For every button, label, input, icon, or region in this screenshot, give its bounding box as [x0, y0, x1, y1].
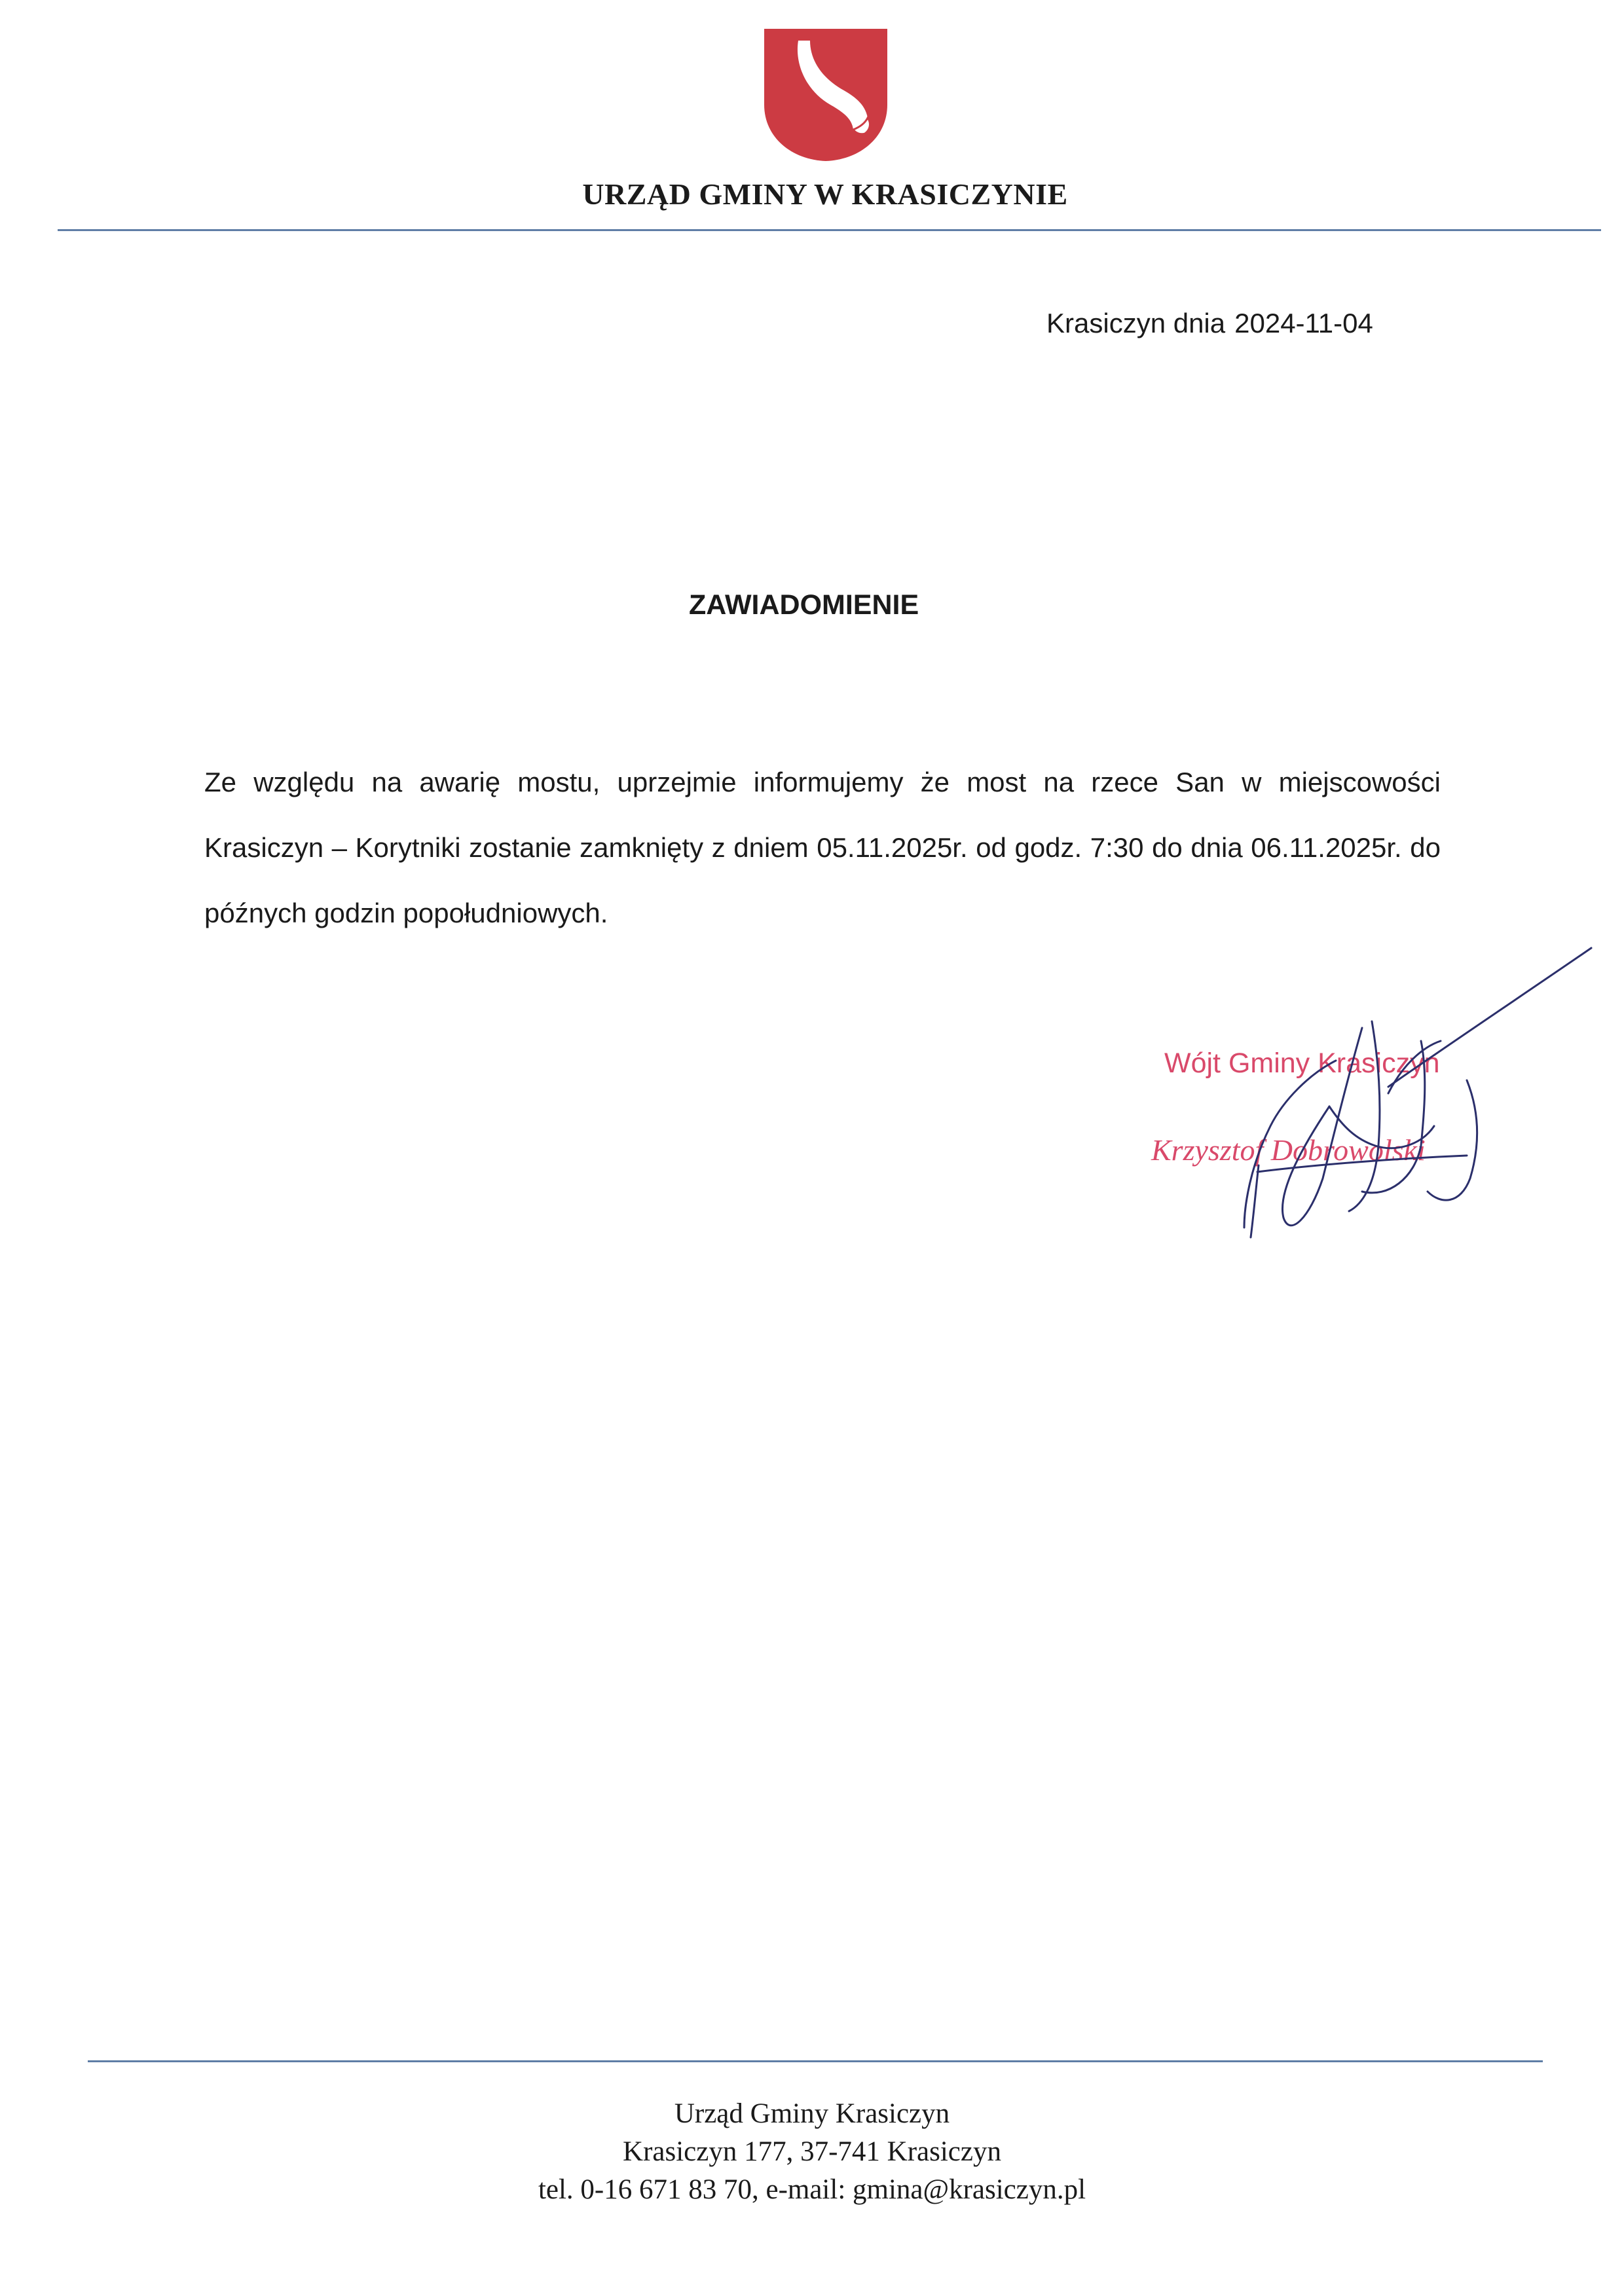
date-place-label: Krasiczyn dnia [1046, 308, 1226, 338]
date-line [1046, 308, 1373, 339]
footer-office-name: Urząd Gminy Krasiczyn [674, 2098, 950, 2129]
footer-address [0, 2095, 1624, 2209]
footer-address-line: Krasiczyn 177, 37-741 Krasiczyn [623, 2136, 1001, 2167]
footer-contact-line: tel. 0-16 671 83 70, e-mail: gmina@krasiczyn.pl [538, 2174, 1086, 2205]
coat-of-arms-icon [762, 26, 890, 164]
date-value: 2024-11-04 [1234, 308, 1373, 338]
office-name-header: URZĄD GMINY W KRASICZYNIE [582, 177, 1068, 211]
footer-divider [88, 2060, 1543, 2062]
notice-body: Ze względu na awarię mostu, uprzejmie informujemy że most na rzece San w miejscowości Krasiczyn – Korytniki zostanie zamknięty z dniem 05.11.2025r. od godz. 7:30 do dnia 06.11.2025r. do późnych godzin popołudniowych. [204, 767, 1441, 928]
signature-block [1113, 930, 1611, 1270]
stamp-title: Wójt Gminy Krasiczyn [1164, 1048, 1440, 1079]
header-divider [58, 229, 1601, 231]
handwritten-signature [1113, 930, 1611, 1270]
document-title: ZAWIADOMIENIE [689, 589, 919, 621]
stamp-name: Krzysztof Dobrowolski [1151, 1133, 1426, 1167]
